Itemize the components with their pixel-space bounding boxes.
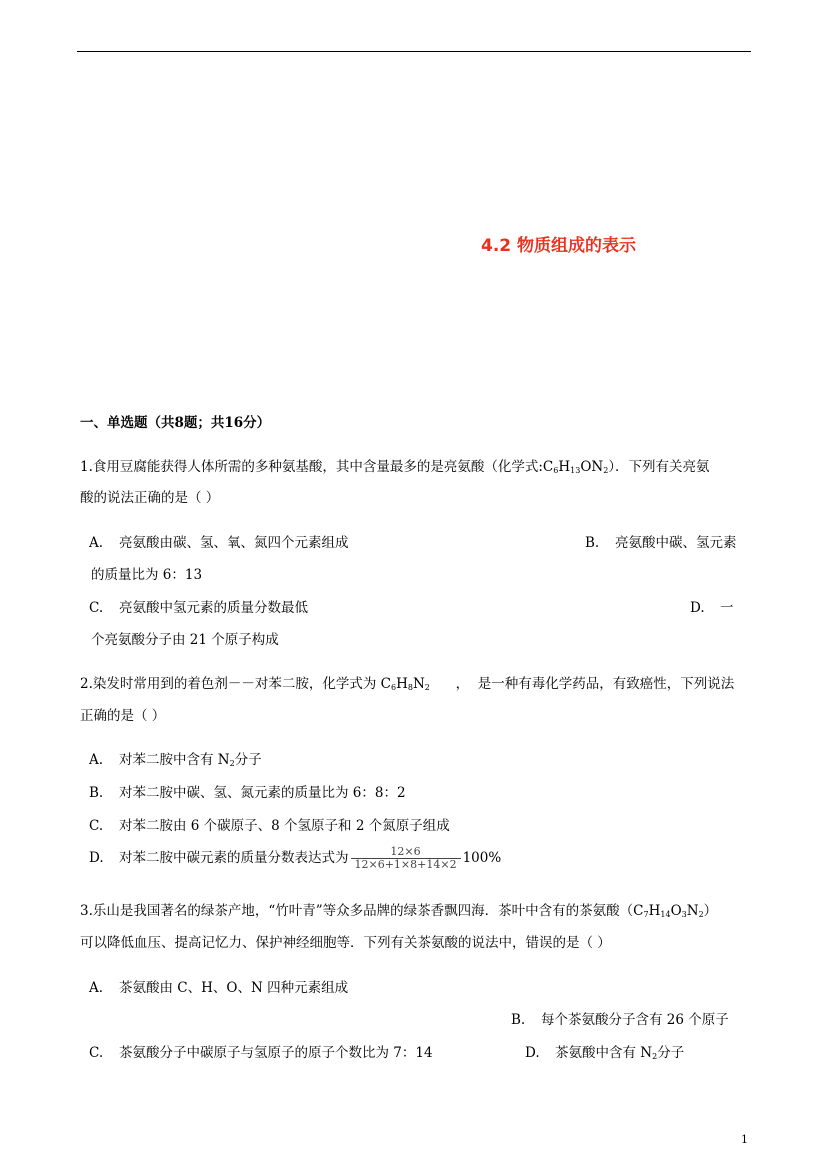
q3-option-c: C. 茶氨酸分子中碳原子与氢原子的原子个数比为 7：14: [89, 1045, 433, 1061]
header-rule: [77, 51, 751, 52]
q1-option-d-cont: 个亮氨酸分子由 21 个原子构成: [91, 632, 279, 648]
q3-option-a: A. 茶氨酸由 C、H、O、N 四种元素组成: [89, 980, 349, 996]
q1-option-c: C. 亮氨酸中氢元素的质量分数最低: [89, 600, 308, 616]
mass-fraction-formula: $\frac{12\times 6}{12\times 6+1\times 8+14\times 2}$: [351, 846, 461, 871]
q2-option-b: B. 对苯二胺中碳、氢、氮元素的质量比为 6：8：2: [89, 785, 406, 801]
q2-option-c: C. 对苯二胺由 6 个碳原子、8 个氢原子和 2 个氮原子组成: [89, 818, 450, 834]
q1-stem-line2: 酸的说法正确的是（ ）: [80, 490, 220, 506]
q3-stem-line2: 可以降低血压、提高记忆力、保护神经细胞等．下列有关茶氨酸的说法中，错误的是（ ）: [80, 935, 611, 951]
q1-stem-line1: 1.食用豆腐能获得人体所需的多种氨基酸，其中含量最多的是亮氨酸（化学式$:C_6H_{13}ON_2$）．下列有关亮氨: [80, 459, 710, 475]
q2-stem-line1: 2.染发时常用到的着色剂－－对苯二胺，化学式为 $C_6H_8N_2$ ， 是一种有毒化学药品，有致癌性，下列说法: [80, 676, 735, 692]
q1-option-b: B. 亮氨酸中碳、氢元素: [585, 535, 737, 551]
q3-option-d: D. 茶氨酸中含有 $N_2$分子: [525, 1045, 685, 1061]
q2-stem-line2: 正确的是（ ）: [80, 708, 166, 724]
q1-option-b-cont: 的质量比为 6：13: [91, 567, 203, 583]
q2-option-d: D. 对苯二胺中碳元素的质量分数表达式为 $\frac{12\times 6}{12\times 6+1\times 8+14\times 2}$ 100%: [89, 845, 502, 871]
q1-option-d: D. 一: [690, 600, 734, 616]
section-heading: 一、单选题（共8题；共16分）: [80, 415, 271, 431]
q1-option-a: A. 亮氨酸由碳、氢、氧、氮四个元素组成: [89, 535, 349, 551]
q3-stem-line1: 3.乐山是我国著名的绿茶产地，“竹叶青”等众多品牌的绿茶香飘四海．茶叶中含有的茶氨酸$(C_7H_{14}O_3N_2)$: [80, 903, 718, 919]
q2-option-a: A. 对苯二胺中含有 $N_2$分子: [89, 752, 262, 768]
page-title: 4.2 物质组成的表示: [481, 236, 637, 256]
q3-option-b: B. 每个茶氨酸分子含有 26 个原子: [511, 1012, 729, 1028]
page-number: 1: [741, 1133, 748, 1146]
